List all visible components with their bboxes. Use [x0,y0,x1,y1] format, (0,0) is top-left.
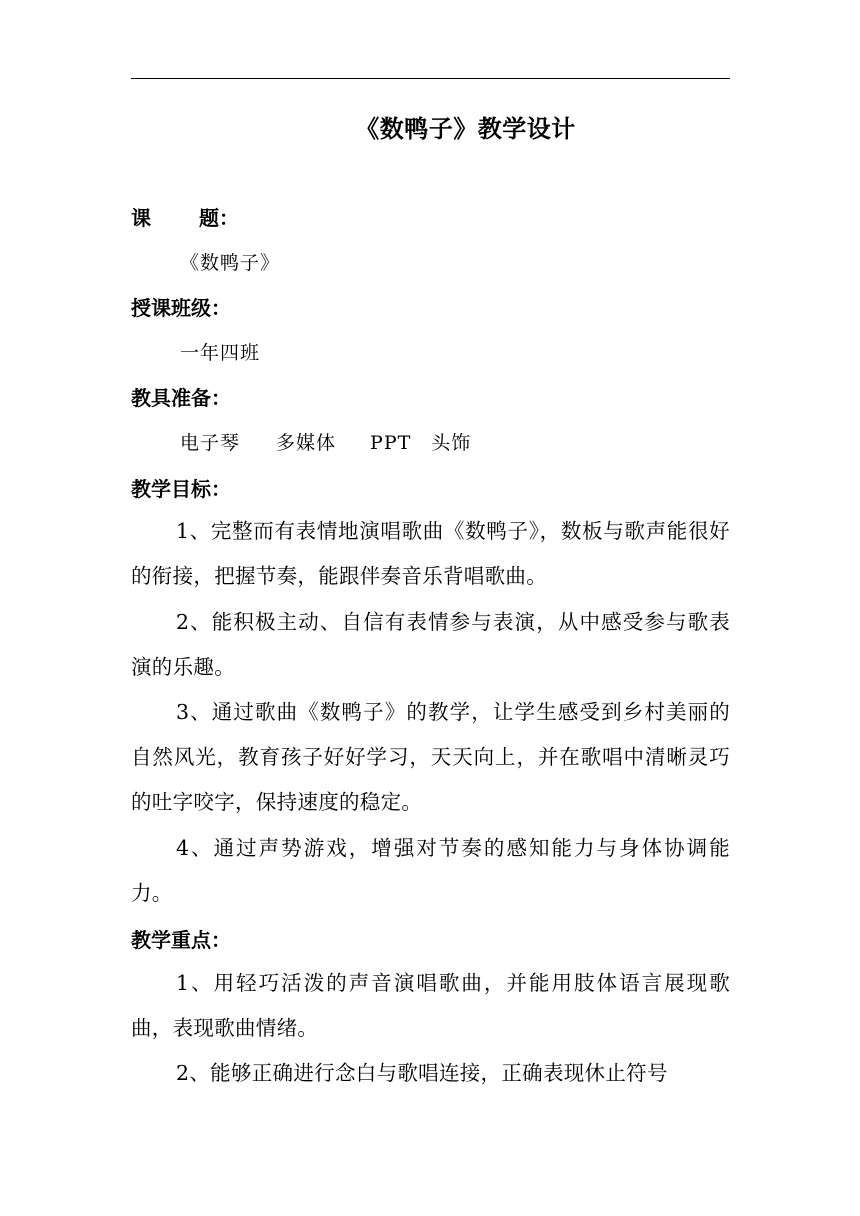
materials-item: PPT [370,432,412,454]
objective-item: 1、完整而有表情地演唱歌曲《数鸭子》，数板与歌声能很好的衔接，把握节奏，能跟伴奏音乐背唱歌曲。 [131,519,730,589]
objective-item: 3、通过歌曲《数鸭子》的教学，让学生感受到乡村美丽的自然风光，教育孩子好好学习，天天向上，并在歌唱中清晰灵巧的吐字咬字，保持速度的稳定。 [131,700,730,815]
topic-value: 《数鸭子》 [180,252,281,274]
topic-label-part1: 课 [131,206,151,230]
materials-heading: 教具准备： [131,386,231,410]
materials-list [180,428,471,458]
materials-item: 头饰 [431,432,472,454]
key-point-item: 1、用轻巧活泼的声音演唱歌曲，并能用肢体语言展现歌曲，表现歌曲情绪。 [131,971,730,1041]
key-points-heading: 教学重点： [131,928,231,952]
objective-item: 4、通过声势游戏，增强对节奏的感知能力与身体协调能力。 [131,836,730,906]
materials-item: 多媒体 [276,432,337,454]
materials-item: 电子琴 [180,432,241,454]
header-rule [131,78,730,79]
class-value: 一年四班 [180,342,261,364]
topic-heading [131,203,239,233]
objectives-heading: 教学目标： [131,477,231,501]
document-title: 《数鸭子》教学设计 [355,115,576,143]
class-heading: 授课班级： [131,296,231,320]
topic-label-part2: 题： [199,206,239,230]
key-point-item: 2、能够正确进行念白与歌唱连接，正确表现休止符号 [176,1061,668,1085]
objective-item: 2、能积极主动、自信有表情参与表演，从中感受参与歌表演的乐趣。 [131,610,730,680]
